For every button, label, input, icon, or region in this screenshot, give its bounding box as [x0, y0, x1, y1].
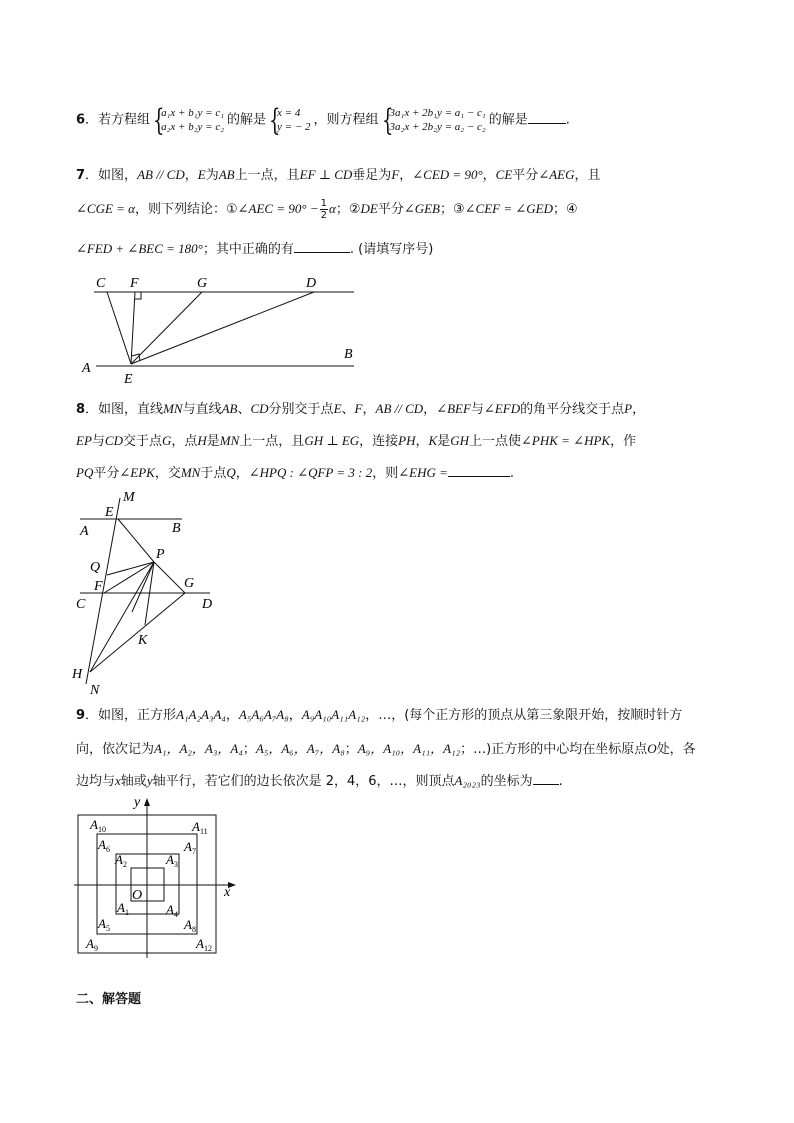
question-number: 8 — [76, 402, 86, 417]
answer-blank[interactable] — [448, 464, 510, 477]
question-number: 6 — [76, 112, 86, 128]
label-a9: $A_9$ — [86, 936, 98, 953]
q8-figure — [70, 486, 230, 700]
segment-ef — [131, 292, 135, 364]
label-d: D — [202, 597, 213, 612]
question-7-line-1: 7．如图，AB // CD，E为AB上一点，且EF ⊥ CD垂足为F，∠CED = 90°，CE平分∠AEG，且 — [76, 167, 601, 183]
label-a7: $A_7$ — [184, 839, 196, 856]
label-b: B — [172, 521, 181, 536]
label-a3: $A_3$ — [166, 852, 178, 869]
answer-blank[interactable] — [294, 240, 350, 253]
label-a: A — [82, 361, 91, 376]
label-c: C — [96, 276, 106, 291]
label-a10: $A_{10}$ — [90, 817, 106, 834]
label-d: D — [306, 276, 317, 291]
y-axis-arrow — [144, 798, 150, 806]
label-h: H — [72, 667, 83, 682]
label-q: Q — [90, 560, 101, 575]
label-k: K — [138, 633, 148, 648]
segment-ec — [107, 292, 131, 364]
label-e: E — [105, 505, 114, 520]
segment-pg — [154, 562, 185, 593]
answer-blank[interactable] — [528, 111, 566, 124]
segment-ed — [131, 292, 314, 364]
label-n: N — [90, 683, 100, 698]
label-e: E — [124, 372, 133, 387]
right-angle-e — [132, 354, 140, 361]
label-x: x — [224, 885, 231, 900]
label-a2: $A_2$ — [115, 852, 127, 869]
label-y: y — [134, 795, 141, 810]
question-7-line-3: ∠FED + ∠BEC = 180°；其中正确的有 . (请填写序号) — [76, 241, 434, 257]
question-9-line-1: 9．如图，正方形A₁A₂A₃A₄，A₅A₆A₇A₈，A₉A₁₀A₁₁A₁₂，…，(每个正方形的顶点从第三象限开始，按顺时针方 — [76, 707, 683, 723]
label-a6: $A_6$ — [98, 837, 110, 854]
fraction-one-half: $\frac{1}{2}$ — [320, 198, 327, 221]
q6-text: ．若方程组 — [85, 112, 151, 128]
question-number: 7 — [76, 168, 86, 183]
label-p: P — [156, 547, 165, 562]
question-9-line-3: 边均与x轴或y轴平行，若它们的边长依次是 2，4，6，…，则顶点A₂₀₂₃的坐标为 . — [76, 773, 563, 789]
label-a4: $A_4$ — [166, 902, 178, 919]
label-o: O — [132, 888, 143, 903]
label-a1: $A_1$ — [117, 900, 129, 917]
right-angle-f — [135, 292, 141, 299]
q7-figure — [76, 268, 376, 390]
label-a5: $A_5$ — [98, 916, 110, 933]
question-6: 6．若方程组 { a₁x + b₁y = c₁ a₂x + b₂y = c₂ 的解是 { x = 4 y = − 2 ，则方程组 { 3a₁x + 2b₁y = a₁ − c₁ 3a₂x + 2b₂y = a₂ − c₂ 的解是 . — [76, 103, 570, 138]
question-7-line-2: ∠CGE = α，则下列结论：①∠AEC = 90° − $\frac{1}{2}$ α；②DE平分∠GEB；③∠CEF = ∠GED；④ — [76, 198, 578, 221]
question-8-line-3: PQ平分∠EPK，交MN于点Q，∠HPQ : ∠QFP = 3 : 2，则∠EHG = . — [76, 465, 515, 481]
answer-blank[interactable] — [533, 772, 559, 785]
equation-system-2: { 3a₁x + 2b₁y = a₁ − c₁ 3a₂x + 2b₂y = a₂ − c₂ — [381, 103, 486, 138]
line-mn — [86, 498, 120, 684]
label-a11: $A_{11}$ — [192, 819, 208, 836]
label-a12: $A_{12}$ — [196, 936, 212, 953]
label-m: M — [123, 490, 135, 505]
label-a: A — [80, 524, 89, 539]
q9-figure — [70, 792, 250, 964]
question-8-line-2: EP与CD交于点G，点H是MN上一点，且GH ⊥ EG，连接PH，K是GH上一点使∠PHK = ∠HPK，作 — [76, 433, 637, 449]
question-8-line-1: 8．如图，直线MN与直线AB、CD分别交于点E、F，AB // CD，∠BEF与∠EFD的角平分线交于点P， — [76, 401, 646, 417]
label-g: G — [184, 576, 195, 591]
label-f: F — [94, 579, 103, 594]
label-f: F — [130, 276, 139, 291]
question-number: 9 — [76, 708, 86, 723]
label-c: C — [76, 597, 86, 612]
question-9-line-2: 向，依次记为A₁，A₂，A₃，A₄；A₅，A₆，A₇，A₈；A₉，A₁₀，A₁₁，A₁₂；…)正方形的中心均在坐标原点O处，各 — [76, 741, 696, 757]
equation-system-1: { a₁x + b₁y = c₁ a₂x + b₂y = c₂ — [153, 103, 225, 138]
label-b: B — [344, 347, 353, 362]
solution-system: { x = 4 y = − 2 — [269, 103, 311, 138]
segment-qp — [107, 562, 154, 575]
segment-ep — [118, 519, 154, 562]
label-g: G — [197, 276, 208, 291]
section-heading: 二、解答题 — [76, 992, 142, 1007]
segment-fp — [104, 562, 154, 593]
label-a8: $A_8$ — [184, 917, 196, 934]
segment-eg — [131, 292, 202, 364]
